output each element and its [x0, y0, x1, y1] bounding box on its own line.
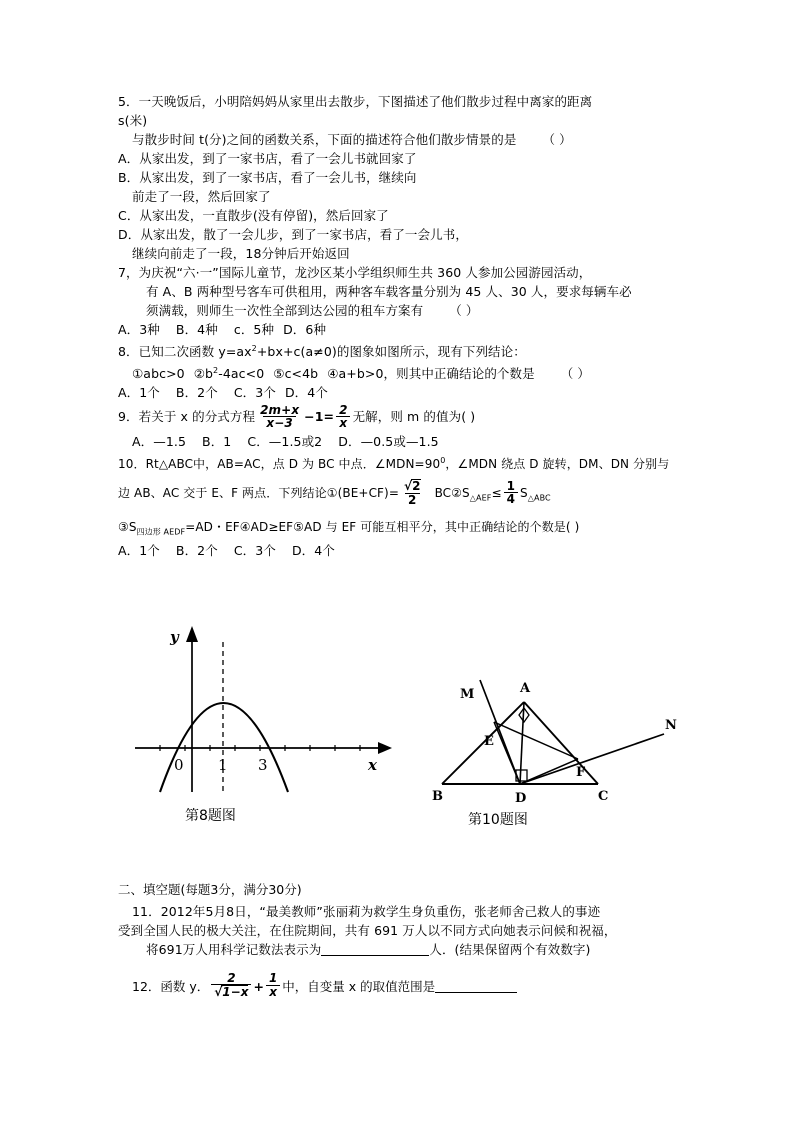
question-7-option-c[interactable]: c．5种 — [233, 322, 275, 337]
label-C: C — [598, 789, 609, 804]
question-8-line-1 — [118, 339, 688, 361]
question-8-option-d[interactable]: D．4个 — [284, 385, 328, 401]
question-10-line-2 — [118, 474, 688, 517]
y-axis-label: y — [170, 628, 179, 646]
question-9-option-c[interactable]: C．—1.5或2 — [247, 434, 323, 450]
question-10-option-c[interactable]: C．3个 — [233, 543, 276, 559]
figure-8-parabola — [130, 620, 395, 855]
question-10-degree: 0 — [440, 456, 446, 466]
question-9-statement — [118, 402, 688, 432]
question-7-line-1: 7，为庆祝“六·一”国际儿童节，龙沙区某小学组织师生共 360 人参加公园游园活动， — [118, 265, 592, 280]
question-8-option-b[interactable]: B．2个 — [175, 385, 218, 401]
parabola-svg — [130, 620, 395, 800]
figures-row — [118, 620, 698, 860]
label-B: B — [432, 789, 443, 804]
question-9-fraction-1: $\frac{2m+x}{x-3}$ — [260, 402, 300, 431]
question-9-option-b[interactable]: B．1 — [202, 434, 232, 450]
question-10-line-1-pre: 10．Rt△ABC中，AB=AC，点 D 为 BC 中点．∠MDN=90 — [118, 457, 441, 472]
question-9-pre: 9．若关于 x 的分式方程 — [118, 409, 256, 425]
question-5-line-3-text: 与散步时间 t(分)之间的函数关系，下面的描述符合他们散步情景的是 — [132, 132, 517, 147]
question-9-post: 无解，则 m 的值为( ) — [352, 409, 476, 425]
question-5-option-c[interactable]: C．从家出发，一直散步(没有停留)，然后回家了 — [118, 208, 389, 223]
question-8-line-1-post: +bx+c(a≠0)的图象如图所示，现有下列结论： — [256, 344, 526, 360]
question-9-fraction-2: $\frac{2}{x}$ — [336, 404, 350, 430]
question-7-line-3 — [118, 301, 688, 320]
figure-8-caption: 第8题图 — [185, 808, 236, 824]
question-12-statement — [118, 966, 698, 1006]
question-12-fraction-1: $\frac{2}{√1-x}$ — [211, 972, 251, 999]
question-7-option-d[interactable]: D．6种 — [283, 322, 327, 337]
tick-label-3: 3 — [258, 756, 268, 774]
conclusion-2-exponent: 2 — [213, 366, 219, 376]
question-12-fraction-2: $\frac{1}{x}$ — [266, 972, 280, 998]
tick-label-0: 0 — [174, 756, 184, 774]
question-8-option-a[interactable]: A．1个 — [118, 385, 160, 401]
question-10-le-sign: ≤ — [491, 486, 502, 501]
question-10-options — [118, 541, 688, 560]
question-11-line-3-pre: 将691万人用科学记数法表示为 — [146, 942, 322, 957]
question-7-option-b[interactable]: B．4种 — [175, 322, 218, 337]
question-8-conclusions — [118, 361, 688, 383]
question-11-line-3-post: 人．(结果保留两个有效数字) — [429, 942, 591, 957]
question-5-option-a[interactable]: A．从家出发，到了一家书店，看了一会儿书就回家了 — [118, 151, 417, 166]
question-11-line-1: 11．2012年5月8日，“最美教师”张丽莉为救学生身负重伤，张老师舍己救人的事迹 — [132, 904, 601, 919]
question-10-line-3-post: =AD・EF④AD≥EF⑤AD 与 EF 可能互相平分，其中正确结论的个数是( ) — [185, 519, 580, 534]
question-8-options — [118, 383, 688, 402]
question-5-option-d[interactable]: D．从家出发，散了一会儿步，到了一家书店，看了一会儿书， — [118, 227, 468, 242]
question-7-line-2: 有 A、B 两种型号客车可供租用，两种客车载客量分别为 45 人、30 人，要求每辆车必 — [146, 284, 632, 299]
question-7-option-a[interactable]: A．3种 — [118, 322, 160, 337]
question-9-mid: −1= — [304, 409, 335, 425]
figure-10-triangle — [428, 672, 698, 857]
area-abc-subscript: △ABC — [527, 493, 551, 503]
conclusion-1: ①abc>0 — [132, 366, 185, 382]
tick-label-1: 1 — [218, 756, 228, 774]
question-10-line-3-pre: ③S — [118, 519, 137, 534]
question-11-line-2: 受到全国人民的极大关注，在住院期间，共有 691 万人以不同方式向她表示问候和祝福， — [118, 923, 617, 938]
question-10-bc-label: BC②S — [434, 486, 470, 501]
label-M: M — [460, 687, 475, 702]
question-7-line-3-text: 须满载，则师生一次性全部到达公园的租车方案有 — [146, 303, 424, 318]
conclusion-2: $②b^2-4ac<0$ — [193, 366, 265, 382]
question-5-line-3 — [118, 130, 688, 149]
quadrilateral-aedf-subscript: 四边形 AEDF — [136, 527, 186, 537]
question-5-line-1: 5．一天晚饭后，小明陪妈妈从家里出去散步，下图描述了他们散步过程中离家的距离 — [118, 94, 593, 109]
question-9-option-d[interactable]: D．—0.5或—1.5 — [338, 434, 439, 450]
question-11-line-3 — [118, 940, 698, 959]
conclusion-4: ④a+b>0，则其中正确结论的个数是 — [327, 366, 535, 382]
question-10-option-a[interactable]: A．1个 — [118, 543, 160, 559]
area-aef-subscript: △AEF — [469, 493, 492, 503]
question-7-answer-paren: （ ） — [449, 303, 479, 318]
section-2-heading: 二、填空题(每题3分，满分30分) — [118, 882, 302, 897]
question-9-options — [118, 432, 688, 451]
question-10-line-3 — [118, 518, 688, 541]
question-11-answer-blank[interactable] — [321, 942, 429, 956]
question-10-option-b[interactable]: B．2个 — [175, 543, 218, 559]
label-N: N — [665, 718, 677, 733]
conclusion-5: ⑤c<4b — [273, 366, 319, 382]
label-E: E — [484, 734, 494, 749]
figure-10-caption: 第10题图 — [468, 812, 528, 828]
question-9-option-a[interactable]: A．—1.5 — [132, 434, 187, 450]
question-12-post: 中，自变量 x 的取值范围是 — [282, 979, 436, 994]
question-10-line-2-pre: 边 AB、AC 交于 E、F 两点．下列结论①(BE+CF)= — [118, 486, 399, 501]
question-5-option-b[interactable]: B．从家出发，到了一家书店，看了一会儿书，继续向 — [118, 170, 417, 185]
question-content-block — [118, 92, 688, 560]
question-8-line-1-pre: 8．已知二次函数 y=ax — [118, 344, 252, 360]
sqrt-2-numerator: √2 — [404, 479, 421, 494]
triangle-svg — [428, 672, 698, 812]
question-5-line-2: s(米) — [118, 113, 148, 128]
label-D: D — [515, 791, 527, 806]
question-5-option-d-cont: 继续向前走了一段，18分钟后开始返回 — [132, 246, 350, 261]
question-8-answer-paren: （ ） — [560, 366, 591, 382]
question-10-fraction-one-quarter: $\frac{1}{4}$ — [504, 480, 518, 506]
x-axis-label: x — [368, 756, 377, 774]
question-12-answer-blank[interactable] — [435, 979, 517, 993]
fill-in-blank-section — [118, 880, 698, 1006]
question-12-pre: 12．函数 y． — [132, 979, 210, 994]
question-5-option-b-cont: 前走了一段，然后回家了 — [132, 189, 271, 204]
question-8-option-c[interactable]: C．3个 — [233, 385, 276, 401]
question-10-fraction-sqrt2-over-2: $\frac{√2}{2}$ — [401, 479, 424, 506]
question-10-line-1-post: ，∠MDN 绕点 D 旋转，DM、DN 分别与 — [445, 457, 670, 472]
question-8-exponent: 2 — [251, 344, 257, 353]
question-7-options — [118, 320, 688, 339]
label-A: A — [520, 681, 531, 696]
question-10-line-1 — [118, 451, 688, 474]
question-12-plus: + — [253, 978, 264, 994]
question-10-s2: S — [520, 486, 528, 501]
question-10-option-d[interactable]: D．4个 — [291, 543, 335, 559]
sqrt-1-minus-x: √1−x — [211, 984, 251, 998]
question-5-answer-paren: （ ） — [542, 132, 572, 147]
label-F: F — [576, 765, 586, 780]
